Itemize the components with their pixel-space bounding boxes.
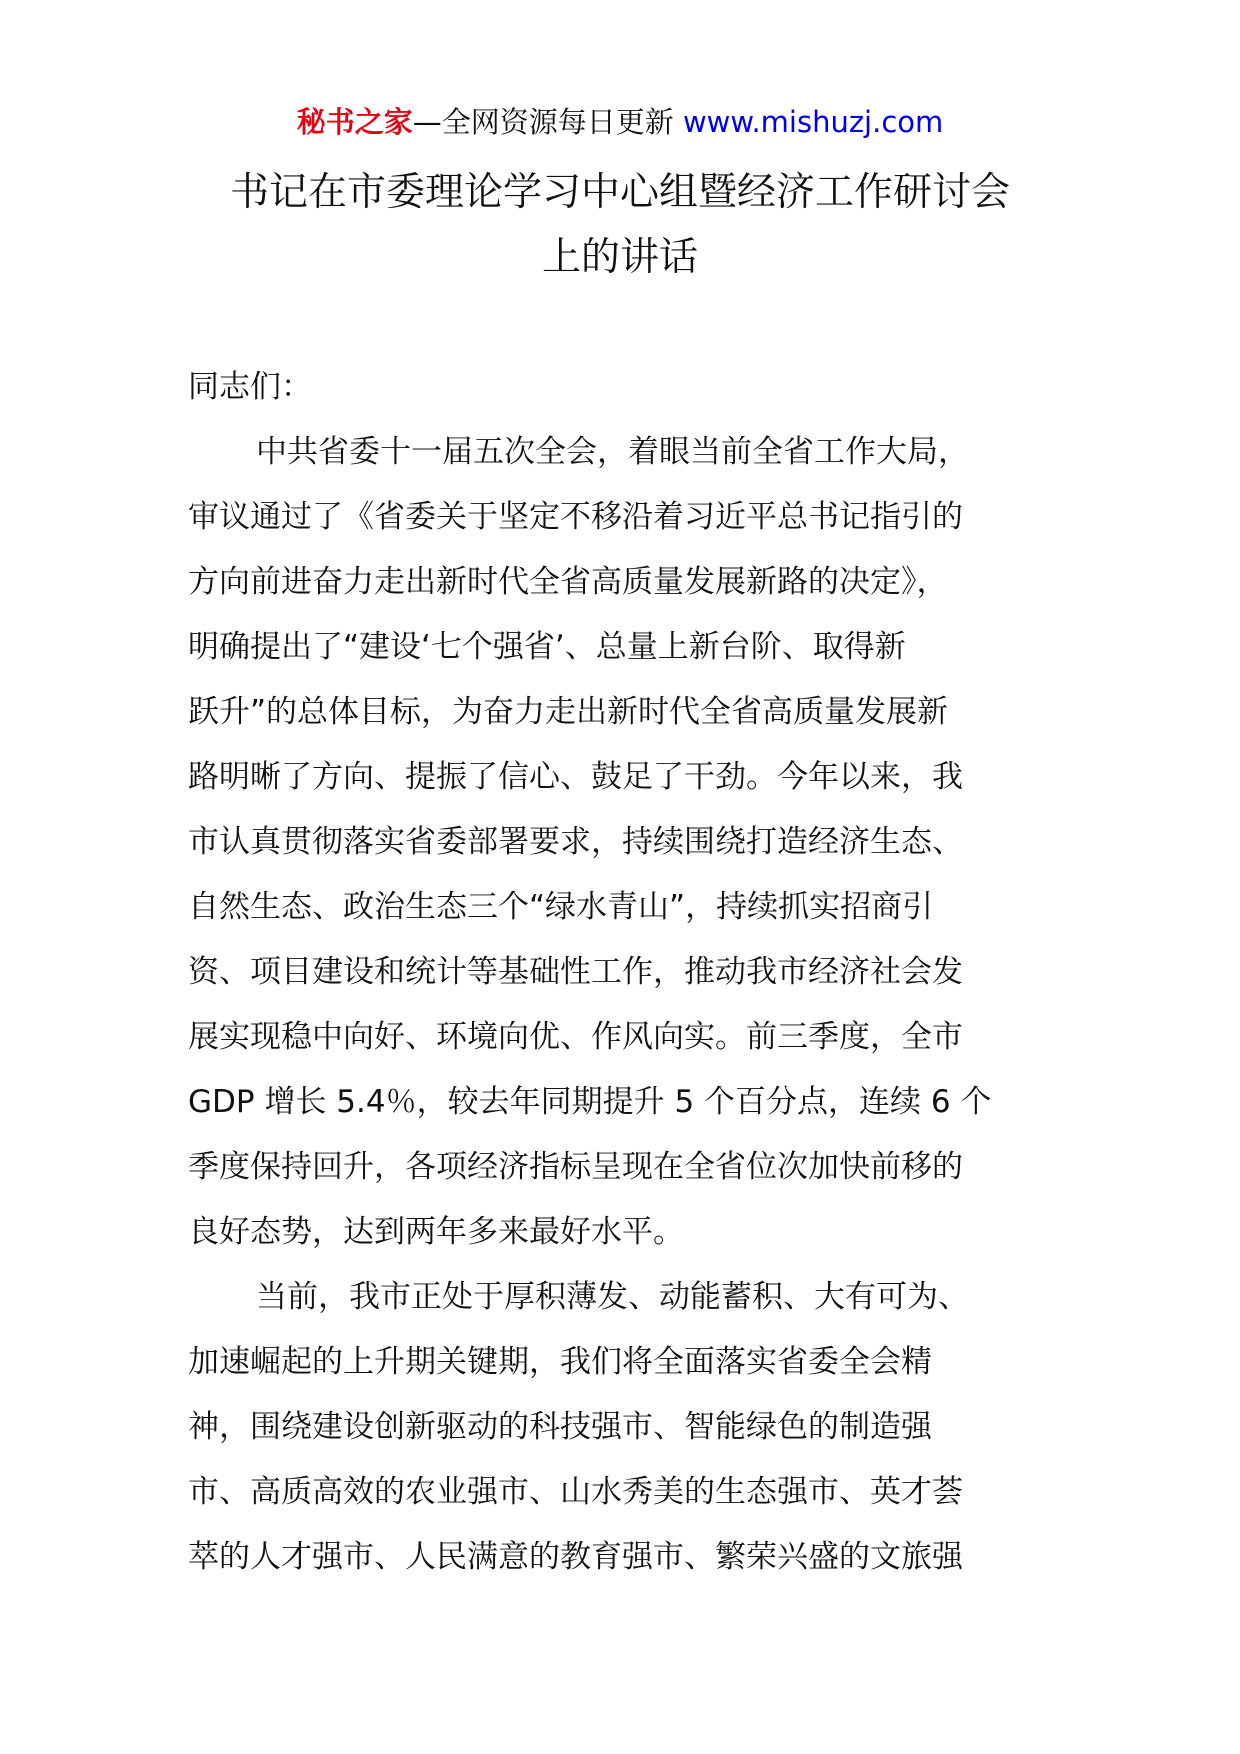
body-line: 当前，我市正处于厚积薄发、动能蓄积、大有可为、	[256, 1279, 969, 1315]
body-line: 路明晰了方向、提振了信心、鼓足了干劲。今年以来，我	[188, 759, 963, 795]
title-line-2: 上的讲话	[541, 235, 698, 280]
body-line: 跃升”的总体目标，为奋力走出新时代全省高质量发展新	[188, 694, 949, 730]
body-line: 市认真贯彻落实省委部署要求，持续围绕打造经济生态、	[188, 824, 963, 860]
body-line: 神，围绕建设创新驱动的科技强市、智能绿色的制造强	[188, 1409, 932, 1445]
title-line-1: 书记在市委理论学习中心组暨经济工作研讨会	[229, 170, 1010, 215]
body-line: 自然生态、政治生态三个“绿水青山”，持续抓实招商引	[188, 889, 934, 925]
body-line: 季度保持回升，各项经济指标呈现在全省位次加快前移的	[188, 1149, 963, 1185]
body-line: 审议通过了《省委关于坚定不移沿着习近平总书记指引的	[188, 499, 963, 535]
salutation: 同志们：	[188, 369, 312, 405]
document-body	[188, 355, 1068, 1590]
body-line: 明确提出了“建设‘七个强省’、总量上新台阶、取得新	[188, 629, 906, 665]
body-line: 资、项目建设和统计等基础性工作，推动我市经济社会发	[188, 954, 963, 990]
body-line: 加速崛起的上升期关键期，我们将全面落实省委全会精	[188, 1344, 932, 1380]
body-line: 中共省委十一届五次全会，着眼当前全省工作大局，	[256, 434, 969, 470]
body-line: 良好态势，达到两年多来最好水平。	[188, 1214, 684, 1250]
document-title	[150, 160, 1090, 290]
body-line: 展实现稳中向好、环境向优、作风向实。前三季度，全市	[188, 1019, 963, 1055]
site-header	[0, 100, 1240, 144]
body-line: 市、高质高效的农业强市、山水秀美的生态强市、英才荟	[188, 1474, 963, 1510]
brand-name: 秘书之家	[296, 105, 413, 139]
body-line: GDP 增长 5.4％，较去年同期提升 5 个百分点，连续 6 个	[188, 1084, 992, 1120]
body-line: 萃的人才强市、人民满意的教育强市、繁荣兴盛的文旅强	[188, 1539, 963, 1575]
header-tagline: —全网资源每日更新	[412, 105, 674, 139]
body-line: 方向前进奋力走出新时代全省高质量发展新路的决定》，	[188, 564, 948, 600]
site-url-link[interactable]: www.mishuzj.com	[682, 105, 944, 139]
